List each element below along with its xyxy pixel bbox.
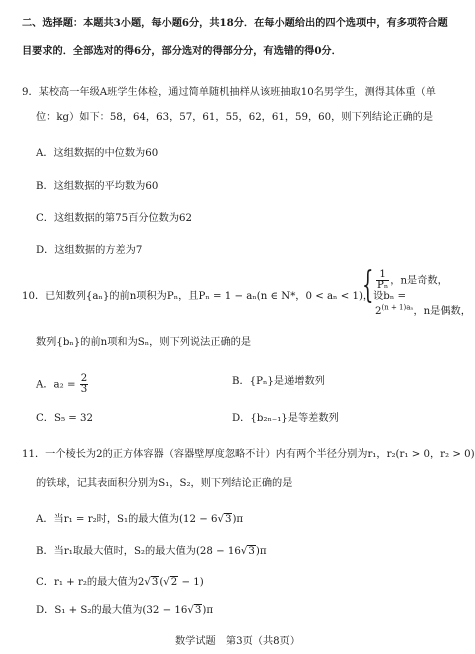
q10-option-a	[36, 374, 89, 395]
q9-stem-line1: 9．某校高一年级A班学生体检，通过简单随机抽样从该班抽取10名男学生，测得其体重（单	[22, 87, 436, 98]
q11-option-d-text: D．S₁ + S₂的最大值为(32 − 16	[36, 605, 188, 616]
q10-stem-prefix: 10．已知数列	[22, 291, 86, 302]
q10-case-odd	[375, 270, 448, 291]
q9-stem-line2: 位：kg）如下：58，64，63，57，61，55，62，61，59，60，则下列结论正确的是	[36, 112, 434, 123]
q9-option-a: A．这组数据的中位数为60	[36, 148, 159, 159]
q11-option-b-radical: 3	[248, 546, 255, 557]
q10-case-even	[375, 302, 471, 317]
q11-option-b-tail: )π	[255, 546, 267, 557]
q10-stem-body: 的前n项积为Pₙ，且Pₙ = 1 − aₙ(n ∈ N*，0 < aₙ < 1)，设bₙ =	[109, 291, 407, 302]
q10-stem-line2: 数列{bₙ}的前n项和为Sₙ，则下列说法正确的是	[36, 337, 252, 348]
q11-stem-line1: 11．一个棱长为2的正方体容器（容器壁厚度忽略不计）内有两个半径分别为r₁，r₂(r₁ > 0，r₂ > 0)	[22, 449, 475, 460]
q11-option-b	[36, 545, 267, 559]
q11-option-a-radical: 3	[224, 514, 232, 525]
q11-option-a-text: A．当r₁ = r₂时，S₁的最大值为(12 − 6	[36, 514, 218, 525]
section-header-line1: 二、选择题：本题共3小题，每小题6分，共18分．在每小题给出的四个选项中，有多项符合题	[22, 17, 448, 29]
radical-sign: √	[163, 577, 170, 588]
radical-sign: √	[240, 546, 248, 557]
q11-option-c-paren: (	[159, 577, 164, 588]
q10-option-a-fraction	[80, 374, 88, 395]
q10-case-even-exponent: (n + 1)aₙ	[381, 303, 414, 312]
q11-stem-line2: 的铁球，记其表面积分别为S₁，S₂，则下列结论正确的是	[36, 478, 293, 489]
q10-case-odd-condition: ，n是奇数，	[390, 275, 448, 287]
q10-sequence-a: {aₙ}	[85, 291, 110, 302]
q11-option-c-tail: − 1)	[178, 577, 204, 588]
q11-option-c	[36, 576, 204, 590]
q10-option-d: D．{b₂ₙ₋₁}是等差数列	[232, 413, 339, 424]
q10-piecewise-brace: {	[362, 265, 374, 306]
q10-case-odd-num: 1	[376, 270, 389, 281]
page-footer: 数学试题 第3页（共8页）	[174, 636, 301, 647]
q9-option-d: D．这组数据的方差为7	[36, 245, 143, 256]
q11-option-c-radical-1: 3	[151, 577, 159, 588]
radical-sign: √	[187, 605, 194, 616]
q9-option-c: C．这组数据的第75百分位数为62	[36, 213, 192, 224]
q10-case-even-condition: ，n是偶数，	[413, 306, 471, 317]
q9-option-b: B．这组数据的平均数为60	[36, 181, 159, 192]
q11-option-a	[36, 513, 243, 527]
section-header-line2: 目要求的．全部选对的得6分，部分选对的得部分分，有选错的得0分．	[22, 45, 342, 57]
q11-option-a-tail: )π	[232, 514, 244, 525]
radical-sign: √	[144, 577, 151, 588]
q11-option-d-tail: )π	[202, 605, 214, 616]
q11-option-b-text: B．当r₁取最大值时，S₂的最大值为(28 − 16	[36, 546, 241, 557]
q11-option-d	[36, 604, 213, 618]
q11-option-c-radical-2: 2	[170, 577, 178, 588]
q10-option-a-num: 2	[80, 373, 88, 384]
q10-option-a-text: A．a₂ =	[36, 379, 76, 391]
q10-option-c: C．S₅ = 32	[36, 413, 94, 424]
q11-option-d-radical: 3	[194, 605, 202, 616]
q10-stem-line1	[22, 290, 406, 304]
q10-case-even-base: 2	[375, 306, 382, 317]
radical-sign: √	[217, 514, 224, 525]
q11-option-c-text: C．r₁ + r₂的最大值为2	[36, 577, 145, 588]
q10-case-odd-fraction	[376, 270, 389, 291]
q10-case-odd-den: Pₙ	[377, 280, 389, 291]
q10-option-b: B．{Pₙ}是递增数列	[232, 376, 325, 387]
q10-option-a-den: 3	[80, 384, 88, 395]
